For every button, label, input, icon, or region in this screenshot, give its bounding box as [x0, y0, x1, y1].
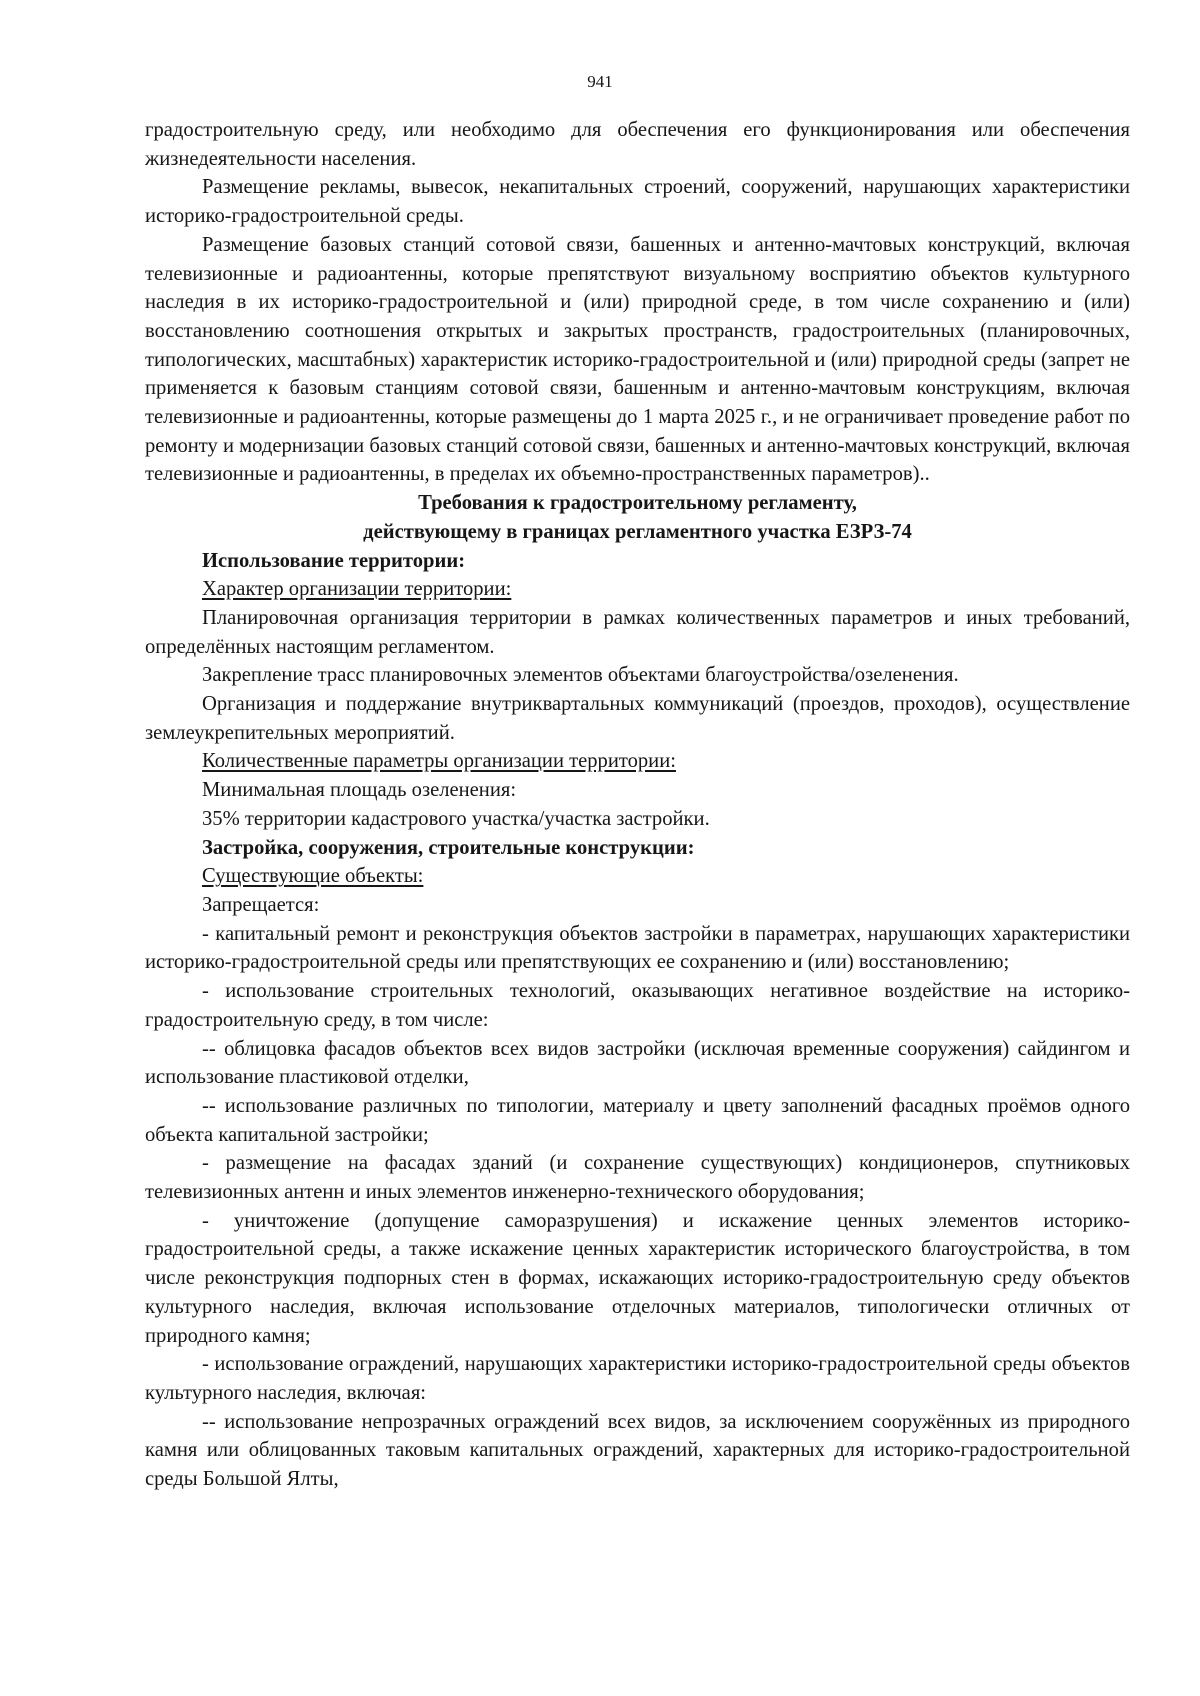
subheading-buildings: Застройка, сооружения, строительные конструкции:	[202, 836, 695, 859]
subheading-territory-character-wrap	[145, 575, 1130, 604]
list-item-technologies: - использование строительных технологий, оказывающих негативное воздействие на историко-градостроительную среду, в том числе:	[145, 980, 1130, 1031]
paragraph-communications: Организация и поддержание внутриквартальных коммуникаций (проездов, проходов), осуществление землеукрепительных мероприятий.	[145, 693, 1130, 744]
page-number: 941	[587, 72, 613, 91]
section-heading-line-1: Требования к градостроительному регламенту,	[418, 492, 857, 515]
document-body	[145, 116, 1130, 1494]
subheading-quantitative-parameters: Количественные параметры организации территории:	[202, 750, 676, 773]
paragraph-advertising: Размещение рекламы, вывесок, некапитальных строений, сооружений, нарушающих характеристики историко-градостроительной среды.	[145, 176, 1130, 228]
subheading-territory-character: Характер организации территории:	[202, 578, 512, 601]
paragraph-cell-stations: Размещение базовых станций сотовой связи, башенных и антенно-мачтовых конструкций, включая телевизионные и радиоантенны, которые препятствуют визуальному восприятию объектов культурного наследия в их историко-градостроительной и (или) природной среде, в том числе сохранению и (или) восстановлению соотношения открытых и закрытых пространств, градостроительных (планировочных, типологических, масштабных) характеристик историко-градостроительной и (или) природной среды (запрет не применяется к базовым станциям сотовой связи, башенным и антенно-мачтовым конструкциям, включая телевизионные и радиоантенны, которые размещены до 1 марта 2025 г., и не ограничивает проведение работ по ремонту и модернизации базовых станций сотовой связи, башенных и антенно-мачтовых конструкций, включая телевизионные и радиоантенны, в пределах их объемно-пространственных параметров)..	[145, 233, 1130, 486]
paragraph-planning: Планировочная организация территории в рамках количественных параметров и иных требований, определённых настоящим регламентом.	[145, 606, 1130, 658]
list-subitem-openings: -- использование различных по типологии, материалу и цвету заполнений фасадных проёмов одного объекта капитальной застройки;	[145, 1094, 1130, 1146]
paragraph-continuation: градостроительную среду, или необходимо для обеспечения его функционирования или обеспечения жизнедеятельности населения.	[145, 119, 1130, 170]
list-item-fences: - использование ограждений, нарушающих характеристики историко-градостроительной среды объектов культурного наследия, включая:	[145, 1353, 1130, 1404]
list-item-facade-equipment: - размещение на фасадах зданий (и сохранение существующих) кондиционеров, спутниковых телевизионных антенн и иных элементов инженерно-технического оборудования;	[145, 1152, 1130, 1204]
paragraph-min-green-area: Минимальная площадь озеленения:	[202, 779, 517, 802]
subheading-existing-wrap	[145, 862, 1130, 891]
section-heading-line-2: действующему в границах регламентного участка ЕЗРЗ-74	[363, 520, 912, 543]
list-item-destruction: - уничтожение (допущение саморазрушения) и искажение ценных элементов историко-градостроительной среды, а также искажение ценных характеристик исторического благоустройства, в том числе реконструкция подпорных стен в формах, искажающих историко-градостроительную среду объектов культурного наследия, включая использование отделочных материалов, типологически отличных от природного камня;	[145, 1209, 1130, 1347]
paragraph-green-percent: 35% территории кадастрового участка/участка застройки.	[202, 807, 710, 830]
subheading-territory-use: Использование территории:	[202, 549, 466, 572]
list-item-repair: - капитальный ремонт и реконструкция объектов застройки в параметрах, нарушающих характеристики историко-градостроительной среды или препятствующих ее сохранению и (или) восстановлению;	[145, 922, 1130, 974]
subheading-quantitative-wrap	[145, 747, 1130, 776]
list-subitem-opaque-fences: -- использование непрозрачных ограждений всех видов, за исключением сооружённых из природного камня или облицованных таковым капитальных ограждений, характерных для историко-градостроительной среды Большой Ялты,	[145, 1410, 1130, 1491]
paragraph-prohibited: Запрещается:	[202, 893, 320, 916]
paragraph-routes: Закрепление трасс планировочных элементов объектами благоустройства/озеленения.	[202, 664, 959, 687]
subheading-existing-objects: Существующие объекты:	[202, 865, 424, 888]
list-subitem-siding: -- облицовка фасадов объектов всех видов застройки (исключая временные сооружения) сайдингом и использование пластиковой отделки,	[145, 1037, 1130, 1089]
